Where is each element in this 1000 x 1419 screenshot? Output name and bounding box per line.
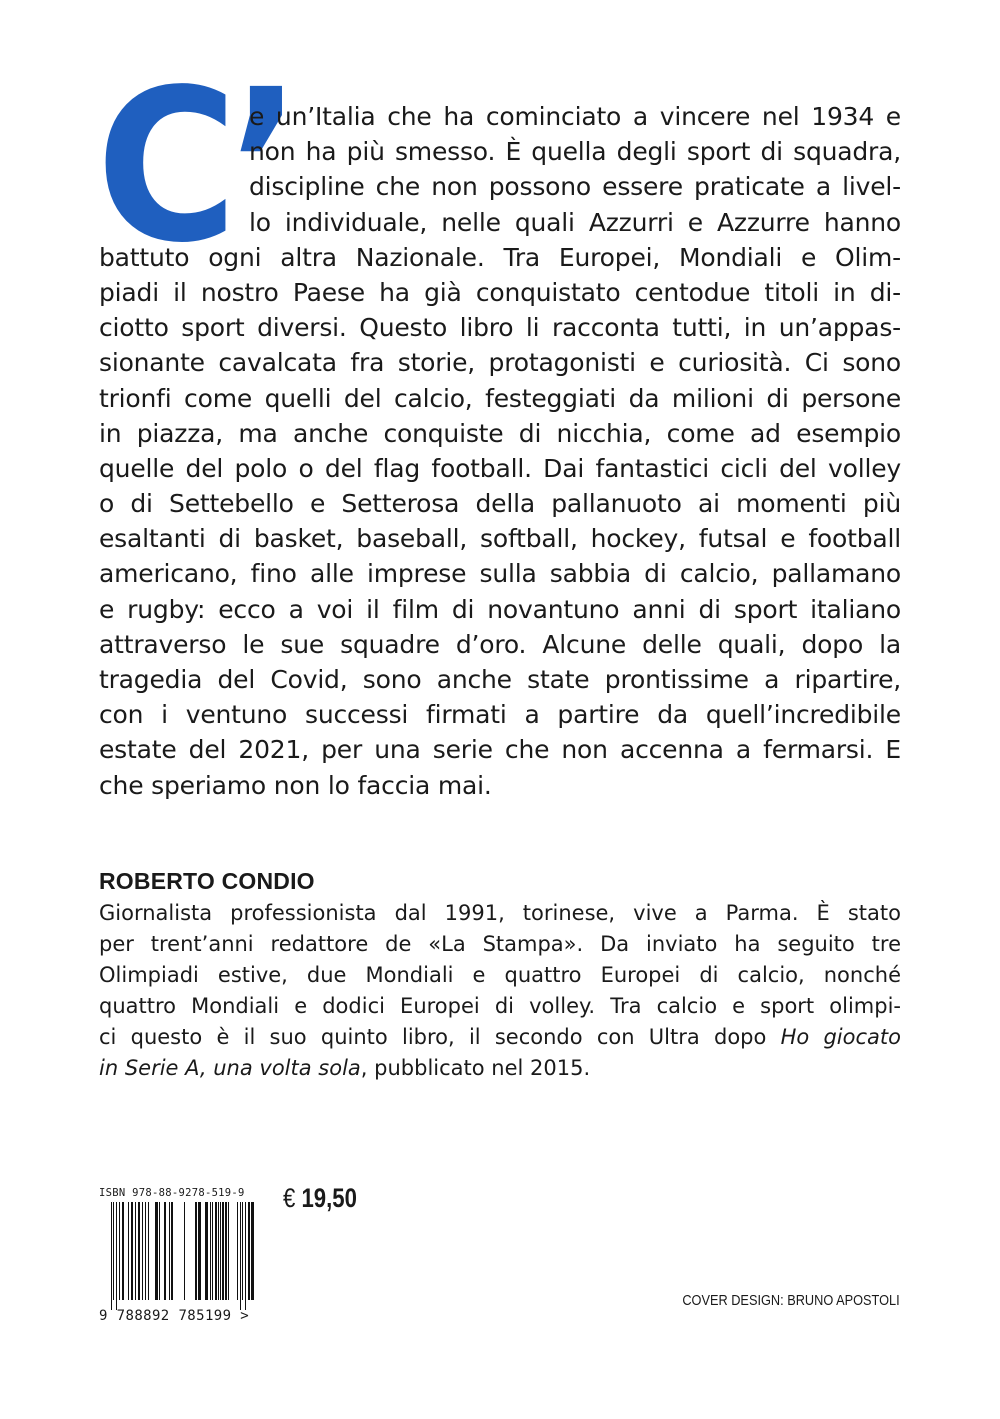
blurb-line: che speriamo non lo faccia mai. [99,770,492,800]
euro-symbol: € [283,1183,296,1213]
book-title-italic: in Serie A, una volta sola [99,1056,361,1080]
blurb-line: discipline che non possono essere praticate a livel- [249,172,901,202]
bio-line: Olimpiadi estive, due Mondiali e quattro Europei di calcio, nonché [99,963,901,987]
drop-cap: C’ [96,44,286,289]
blurb-line: con i ventuno successi firmati a partire da quell’incredibile [99,700,901,730]
blurb-line: esaltanti di basket, baseball, softball, hockey, futsal e football [99,524,901,554]
blurb-line: e rugby: ecco a voi il film di novantuno anni di sport italiano [99,594,901,624]
price [283,1183,357,1214]
bio-line [99,1022,901,1053]
barcode-icon [99,1202,264,1310]
bio-line: quattro Mondiali e dodici Europei di volley. Tra calcio e sport olimpi- [99,994,901,1018]
blurb-line: non ha più smesso. È quella degli sport di squadra, [249,137,901,167]
blurb-line: estate del 2021, per una serie che non accenna a fermarsi. E [99,735,901,765]
barcode-digits: 9 788892 785199 > [99,1308,250,1324]
blurb-line: o di Settebello e Setterosa della pallanuoto ai momenti più [99,489,901,519]
cover-design-credit: COVER DESIGN: BRUNO APOSTOLI [682,1292,900,1309]
blurb-line: e un’Italia che ha cominciato a vincere nel 1934 e [249,102,901,131]
blurb-line: attraverso le sue squadre d’oro. Alcune delle quali, dopo la [99,629,901,659]
bio-line [99,1053,901,1084]
bio-text: ci questo è il suo quinto libro, il secondo con Ultra dopo [99,1025,781,1049]
bio-text: , pubblicato nel 2015. [360,1056,591,1080]
price-amount: 19,50 [301,1183,357,1213]
blurb-line: sionante cavalcata fra storie, protagonisti e curiosità. Ci sono [99,348,901,378]
blurb-text [99,99,901,803]
blurb-line: lo individuale, nelle quali Azzurri e Azzurre hanno [249,207,901,237]
book-title-italic: Ho giocato [780,1025,901,1049]
blurb-line: americano, fino alle imprese sulla sabbia di calcio, pallamano [99,559,901,589]
blurb-line: piadi il nostro Paese ha già conquistato centodue titoli in di- [99,277,901,307]
blurb-line: trionfi come quelli del calcio, festeggiati da milioni di persone [99,383,901,413]
bio-line: per trent’anni redattore de «La Stampa». Da inviato ha seguito tre [99,932,901,956]
barcode-block [99,1187,264,1324]
author-bio [99,898,901,1084]
blurb-line: in piazza, ma anche conquiste di nicchia, come ad esempio [99,418,901,448]
blurb-line: ciotto sport diversi. Questo libro li racconta tutti, in un’appas- [99,313,901,343]
author-name: ROBERTO CONDIO [99,868,315,894]
bio-line: Giornalista professionista dal 1991, torinese, vive a Parma. È stato [99,901,901,925]
blurb-line: tragedia del Covid, sono anche state prontissime a ripartire, [99,665,901,694]
blurb-line: quelle del polo o del flag football. Dai fantastici cicli del volley [99,453,901,483]
blurb-line: battuto ogni altra Nazionale. Tra Europei, Mondiali e Olim- [99,242,901,272]
isbn-label: ISBN 978-88-9278-519-9 [99,1187,245,1199]
